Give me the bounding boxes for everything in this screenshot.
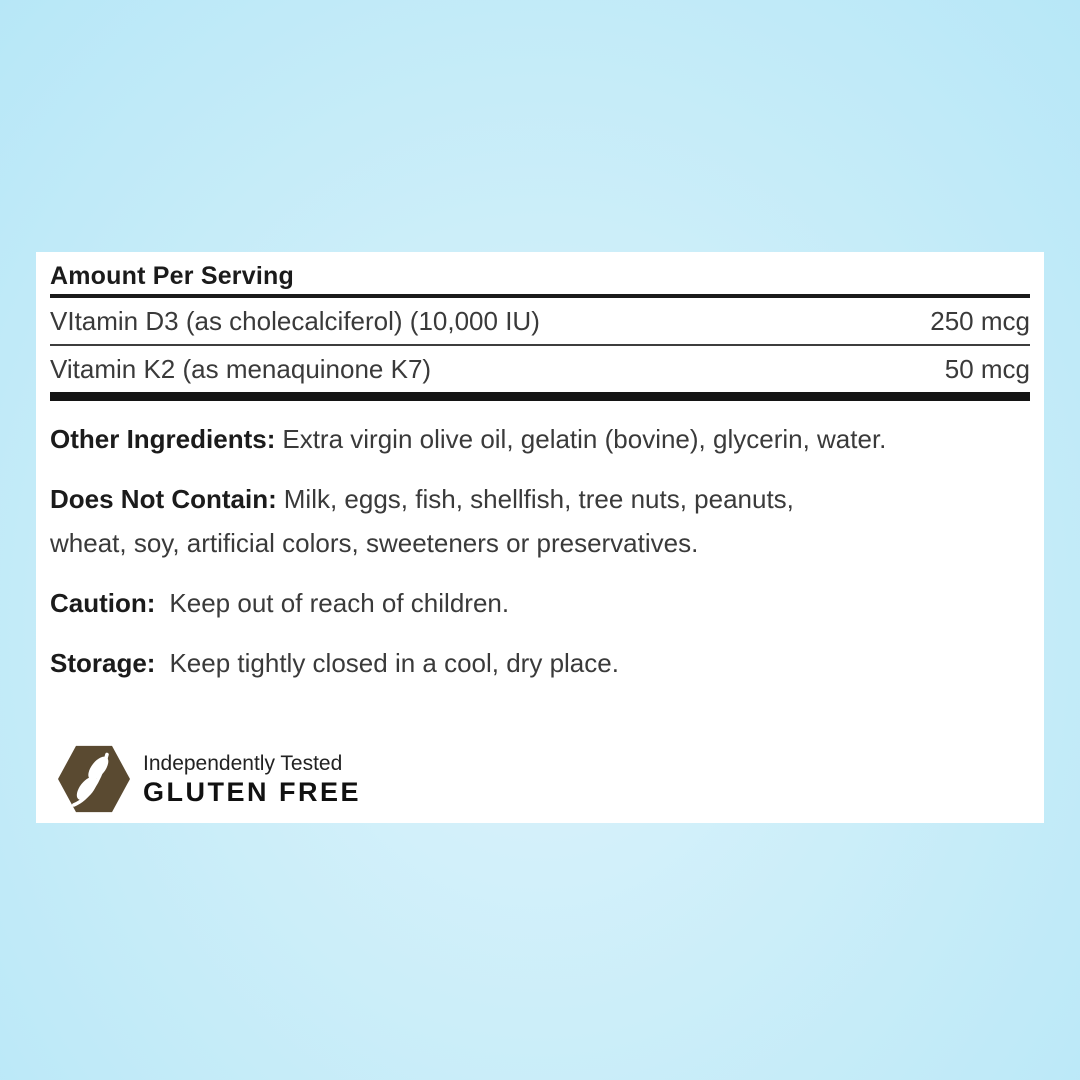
nutrient-amount: 50 mcg: [944, 353, 1030, 384]
nutrient-name: VItamin D3 (as cholecalciferol) (10,000 IU): [50, 305, 540, 336]
gluten-free-text: GLUTEN FREE: [143, 777, 362, 807]
gluten-free-badge: [58, 743, 1030, 815]
other-ingredients-section: [50, 417, 1030, 461]
nutrient-name: Vitamin K2 (as menaquinone K7): [50, 353, 432, 384]
nutrient-amount: 250 mcg: [930, 305, 1030, 336]
does-not-contain-text-line1: Milk, eggs, fish, shellfish, tree nuts, peanuts,: [283, 484, 794, 514]
amount-per-serving-heading: Amount Per Serving: [50, 262, 294, 290]
supplement-facts-panel: [36, 252, 1044, 823]
other-ingredients-text: Extra virgin olive oil, gelatin (bovine), glycerin, water.: [282, 424, 887, 454]
does-not-contain-section: [50, 477, 1030, 565]
storage-text: Keep tightly closed in a cool, dry place.: [169, 648, 619, 678]
storage-label: Storage:: [50, 648, 156, 678]
nutrient-row-vitamin-d3: [50, 298, 1030, 344]
does-not-contain-text-line2: wheat, soy, artificial colors, sweeteners or preservatives.: [50, 528, 699, 558]
does-not-contain-label: Does Not Contain:: [50, 484, 277, 514]
nutrient-row-vitamin-k2: [50, 346, 1030, 392]
table-bottom-bar: [50, 392, 1030, 401]
caution-label: Caution:: [50, 588, 156, 618]
gluten-free-wheat-icon: [58, 743, 130, 815]
storage-section: [50, 641, 1030, 685]
independently-tested-text: Independently Tested: [143, 752, 343, 775]
other-ingredients-label: Other Ingredients:: [50, 424, 276, 454]
badge-text: [143, 751, 361, 807]
caution-section: [50, 581, 1030, 625]
caution-text: Keep out of reach of children.: [169, 588, 510, 618]
